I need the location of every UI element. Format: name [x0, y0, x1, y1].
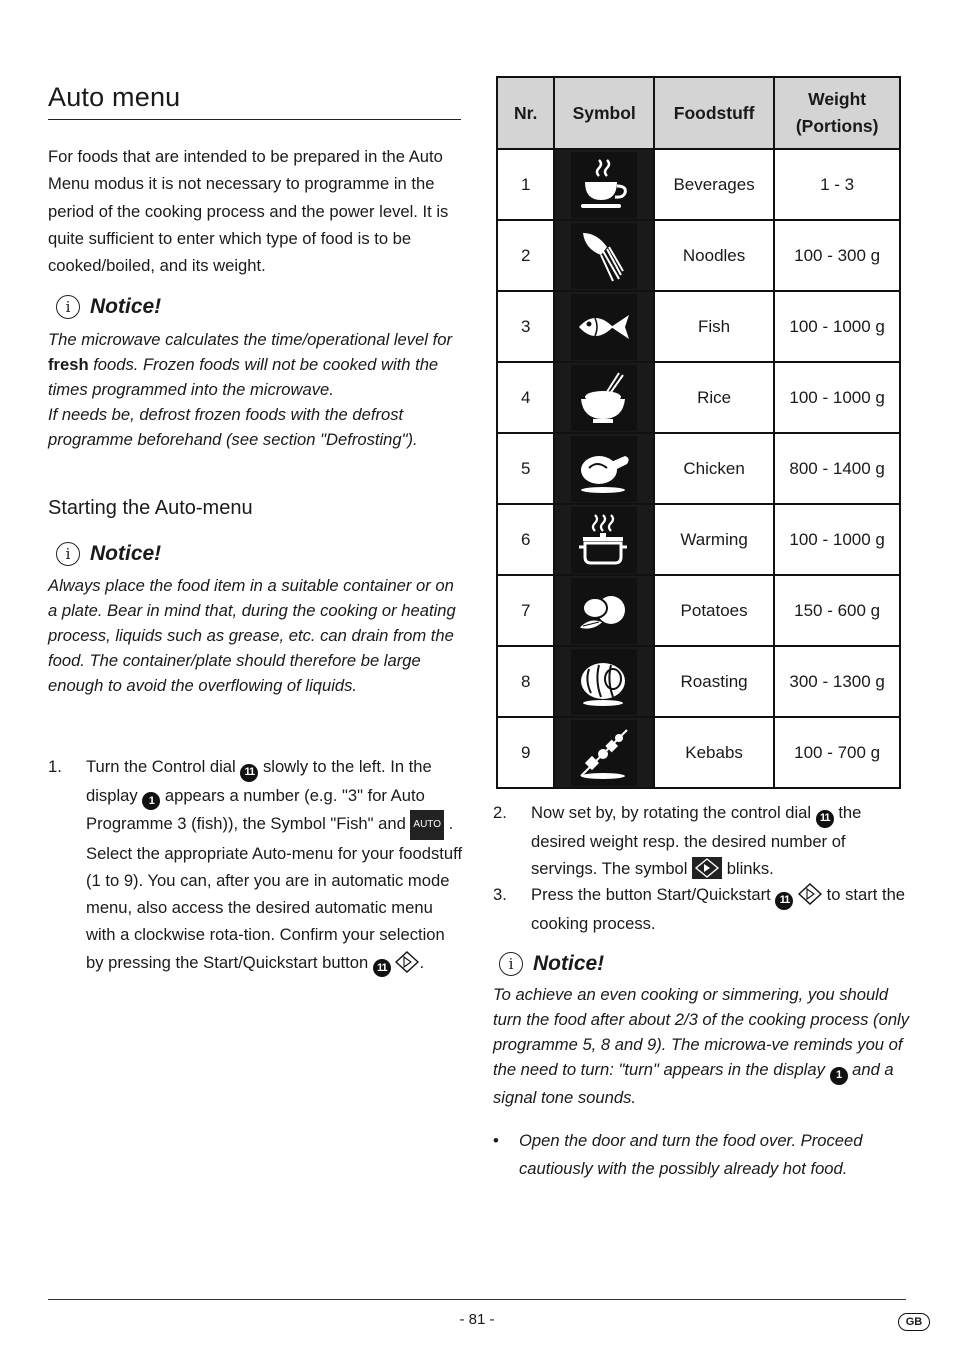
start-diamond-icon [395, 951, 419, 973]
notice-heading-1 [56, 295, 161, 319]
start-diamond-icon [692, 857, 722, 879]
cup-icon [571, 152, 637, 218]
header-foodstuff: Foodstuff [654, 77, 774, 149]
bullet-item: • Open the door and turn the food over. Proceed cautiously with the possibly already hot food. [493, 1131, 863, 1178]
kebab-icon [571, 720, 637, 786]
fresh-emphasis: fresh [48, 355, 89, 374]
section-heading: Starting the Auto-menu [48, 497, 253, 519]
auto-icon: AUTO [410, 810, 444, 839]
notice-heading-3 [499, 952, 604, 976]
info-icon: i [56, 542, 80, 566]
control-dial-badge: 11 [775, 892, 793, 910]
table-row: 6 Warming 100 - 1000 g [497, 504, 900, 575]
notice-text-1: The microwave calculates the time/operational level for fresh foods. Frozen foods will not be cooked with the times programmed into the microwave. If needs be, defrost frozen foods with the defrost programme beforehand (see section "Defrosting"). [48, 330, 452, 449]
notice-label: Notice! [90, 542, 162, 565]
fish-icon [571, 294, 637, 360]
notice-label: Notice! [533, 952, 605, 975]
roast-icon [571, 649, 637, 715]
header-nr: Nr. [497, 77, 554, 149]
chicken-icon [571, 436, 637, 502]
control-dial-badge: 11 [816, 810, 834, 828]
notice-text-2: Always place the food item in a suitable container or on a plate. Bear in mind that, during the cooking or heating process, liquids such as grease, etc. can drain from the food. The container/plate should therefore be large enough to avoid the overflowing of liquids. [48, 576, 456, 695]
header-weight: Weight (Portions) [774, 77, 900, 149]
control-dial-badge: 11 [240, 764, 258, 782]
intro-paragraph: For foods that are intended to be prepared in the Auto Menu modus it is not necessary to programme in the period of the cooking process and the power level. It is quite sufficient to enter which type of food is to be cooked/boiled, and its weight. [48, 147, 449, 276]
pot-icon [571, 507, 637, 573]
notice-text-3: To achieve an even cooking or simmering, you should turn the food after about 2/3 of the cooking process (only programme 5, 8 and 9). The microwa-ve reminds you of the need to turn: "turn" appears in the display 1 and a signal tone sounds. [493, 985, 910, 1107]
potatoes-icon [571, 578, 637, 644]
table-row: 8 Roasting 300 - 1300 g [497, 646, 900, 717]
notice-label: Notice! [90, 295, 162, 318]
auto-menu-table [496, 76, 901, 789]
table-row: 5 Chicken 800 - 1400 g [497, 433, 900, 504]
title-rule [48, 119, 461, 120]
table-row: 7 Potatoes 150 - 600 g [497, 575, 900, 646]
rice-bowl-icon [571, 365, 637, 431]
notice-heading-2 [56, 542, 161, 566]
start-diamond-icon [798, 883, 822, 905]
noodles-icon [571, 223, 637, 289]
language-badge: GB [898, 1313, 930, 1331]
table-row: 3 Fish 100 - 1000 g [497, 291, 900, 362]
control-dial-badge: 11 [373, 959, 391, 977]
table-row: 2 Noodles 100 - 300 g [497, 220, 900, 291]
page-title: Auto menu [48, 82, 181, 112]
step-2: 2. Now set by, by rotating the control dial 11 the desired weight resp. the desired number of servings. The symbol blinks. [493, 803, 862, 878]
info-icon: i [499, 952, 523, 976]
table-row: 4 Rice 100 - 1000 g [497, 362, 900, 433]
table-row: 9 Kebabs 100 - 700 g [497, 717, 900, 788]
table-header-row [497, 77, 900, 149]
page-number: - 81 - [459, 1311, 495, 1328]
header-symbol: Symbol [554, 77, 653, 149]
step-1: 1. Turn the Control dial 11 slowly to the left. In the display 1 appears a number (e.g. "3" for Auto Programme 3 (fish)), the Symbol "Fish" and AUTO . Select the appropriate Auto-menu for your foodstuff (1 to 9). You can, after you are in automatic mode menu, also access the desired automatic menu with a clockwise rota-tion. Confirm your selection by pressing the Start/Quickstart button 11 . [48, 753, 463, 977]
display-badge: 1 [142, 792, 160, 810]
step-3: 3. Press the button Start/Quickstart 11 to start the cooking process. [493, 885, 906, 933]
footer-rule [48, 1299, 906, 1300]
info-icon: i [56, 295, 80, 319]
display-badge: 1 [830, 1067, 848, 1085]
table-row: 1 Beverages 1 - 3 [497, 149, 900, 220]
